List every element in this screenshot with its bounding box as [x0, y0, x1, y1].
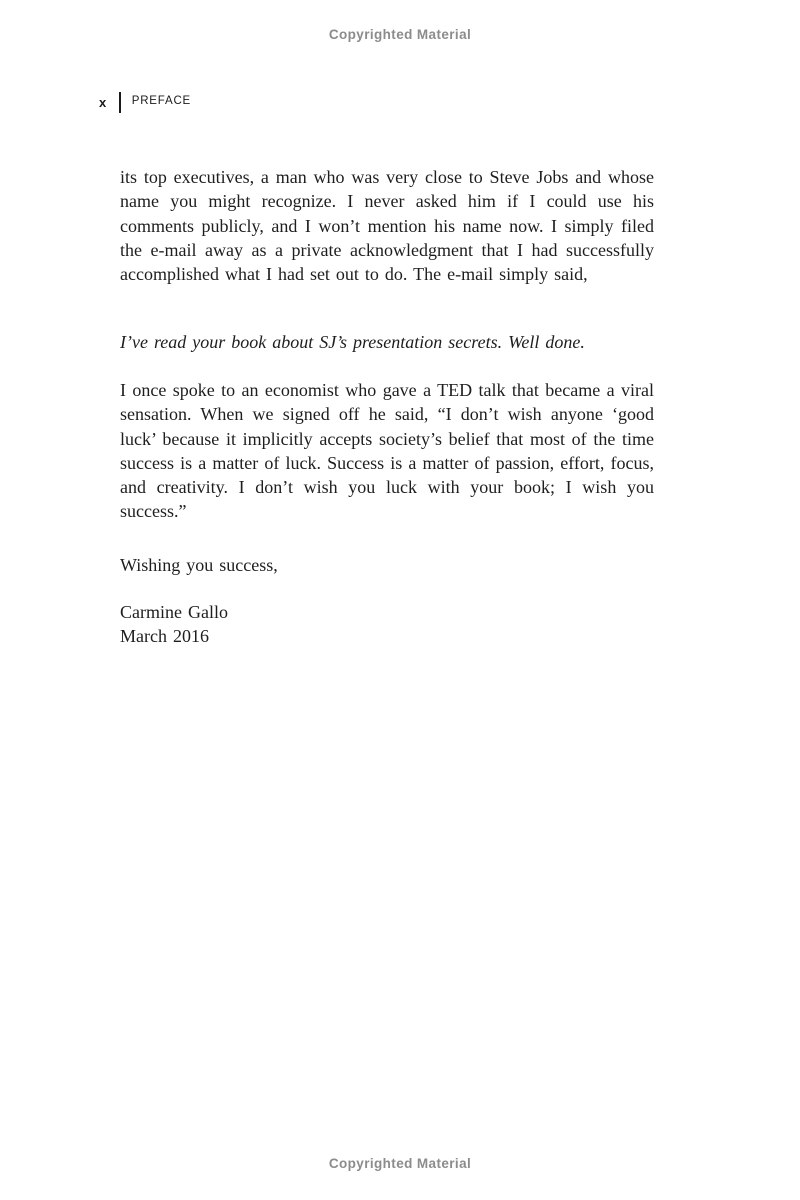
header-divider — [119, 92, 121, 113]
copyright-watermark-top: Copyrighted Material — [328, 27, 472, 42]
body-paragraph-1: its top executives, a man who was very close to Steve Jobs and whose name you might recognize. I never asked him if I could use his comments publicly, and I won’t mention his name now. I simply filed the e-mail away as a private acknowledgment that I had successfully accomplished what I had set out to do. The e-mail simply said, — [120, 167, 654, 285]
email-quote: I’ve read your book about SJ’s presentation secrets. Well done. — [120, 332, 585, 352]
page-header — [99, 91, 191, 113]
signature-date: March 2016 — [120, 626, 209, 647]
copyright-watermark-bottom: Copyrighted Material — [328, 1156, 472, 1171]
page-number: x — [99, 94, 107, 110]
closing-line: Wishing you success, — [120, 555, 278, 575]
signature-block — [120, 600, 654, 649]
body-paragraph-2: I once spoke to an economist who gave a TED talk that became a viral sensation. When we signed off he said, “I don’t wish anyone ‘good luck’ because it implicitly accepts society’s belief that most of the time success is a matter of luck. Success is a matter of passion, effort, focus, and creativity. I don’t wish you luck with your book; I wish you success.” — [120, 380, 654, 522]
author-name: Carmine Gallo — [120, 602, 228, 622]
section-title: PREFACE — [131, 95, 192, 108]
